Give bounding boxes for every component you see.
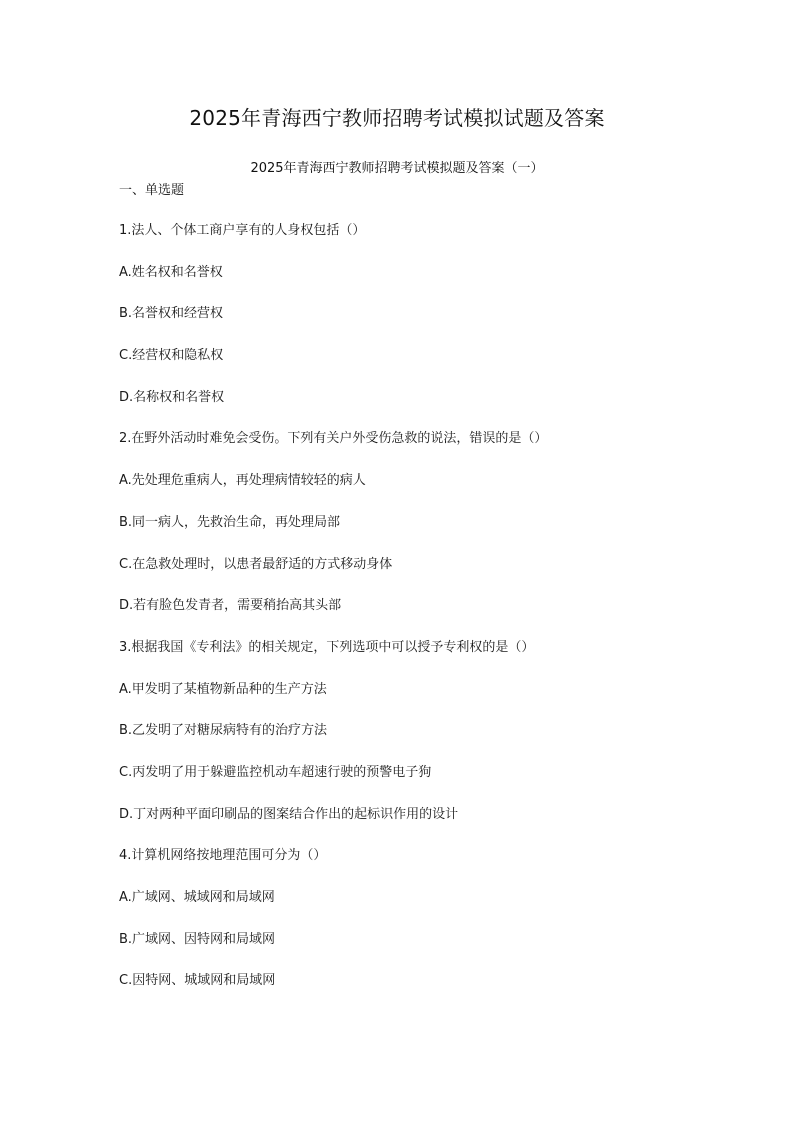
question-2-option-d: D.若有脸色发青者，需要稍抬高其头部: [119, 598, 342, 614]
document-subtitle: 2025年青海西宁教师招聘考试模拟题及答案（一）: [250, 161, 544, 176]
question-2-option-a: A.先处理危重病人，再处理病情较轻的病人: [119, 473, 366, 489]
question-1: 1.法人、个体工商户享有的人身权包括（）: [119, 223, 366, 238]
question-2: 2.在野外活动时难免会受伤。下列有关户外受伤急救的说法，错误的是（）: [119, 431, 548, 447]
question-3-option-b: B.乙发明了对糖尿病特有的治疗方法: [119, 723, 328, 739]
question-list: [119, 221, 719, 1013]
question-3-option-d: D.丁对两种平面印刷品的图案结合作出的起标识作用的设计: [119, 806, 459, 822]
question-1-option-b: B.名誉权和经营权: [119, 306, 224, 322]
question-3-option-a: A.甲发明了某植物新品种的生产方法: [119, 681, 327, 697]
question-2-option-c: C.在急救处理时，以患者最舒适的方式移动身体: [119, 556, 393, 572]
question-3: 3.根据我国《专利法》的相关规定，下列选项中可以授予专利权的是（）: [119, 639, 535, 655]
question-4-option-a: A.广域网、城域网和局域网: [119, 890, 275, 905]
question-1-option-d: D.名称权和名誉权: [119, 389, 225, 405]
question-1-option-a: A.姓名权和名誉权: [119, 264, 223, 280]
document-title: 2025年青海西宁教师招聘考试模拟试题及答案: [189, 106, 605, 130]
question-2-option-b: B.同一病人，先救治生命，再处理局部: [119, 514, 341, 530]
question-1-option-c: C.经营权和隐私权: [119, 348, 224, 364]
question-4: 4.计算机网络按地理范围可分为（）: [119, 848, 327, 864]
question-3-option-c: C.丙发明了用于躲避监控机动车超速行驶的预警电子狗: [119, 764, 432, 780]
section-heading: 一、单选题: [119, 183, 185, 198]
question-4-option-c: C.因特网、城域网和局域网: [119, 973, 276, 989]
question-4-option-b: B.广域网、因特网和局域网: [119, 931, 276, 947]
